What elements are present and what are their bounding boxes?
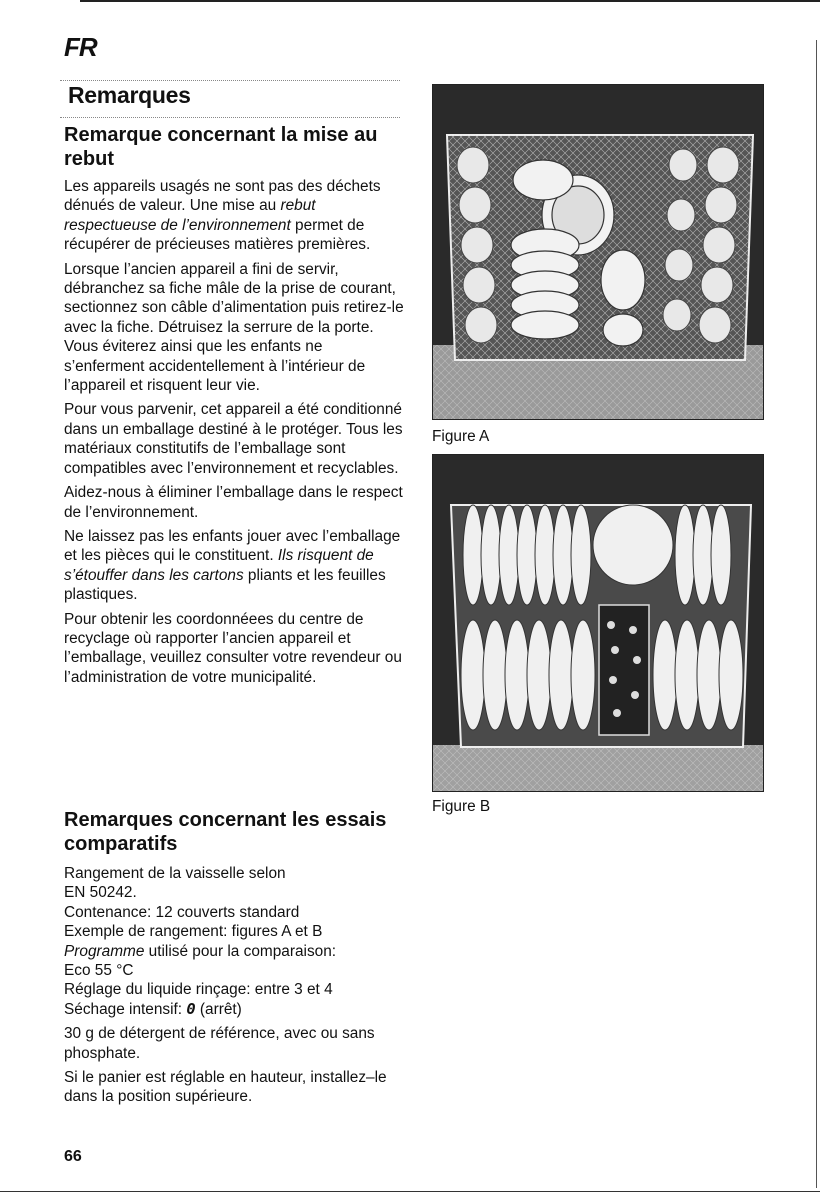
spec-line: Eco 55 °C <box>64 962 134 980</box>
disposal-paragraph-2: Lorsque l’ancien appareil a fini de servir, débranchez sa fiche mâle de la prise de courant, sectionnez son câble d’alimentation puis retirez-le avec la fiche. Détruisez la serrure de la porte. Vous éviterez ainsi que les enfants ne s’enferment accidentellement à l’intérieur de l’appareil et risquent leur vie. <box>64 260 404 395</box>
text-run: pliants et les feuilles plastiques. <box>64 566 386 604</box>
disposal-paragraph-5 <box>64 527 404 605</box>
top-rule <box>80 0 820 2</box>
figure-b-caption: Figure B <box>432 798 491 815</box>
text-run: Séchage intensif: <box>64 1000 187 1018</box>
figure-a-caption: Figure A <box>432 428 490 445</box>
spec-line: Réglage du liquide rinçage: entre 3 et 4 <box>64 981 333 999</box>
disposal-paragraph-6: Pour obtenir les coordonnéees du centre de recyclage où rapporter l’ancien appareil et l’emballage, veuillez consulter votre revendeur ou l’administration de votre municipalité. <box>64 610 402 686</box>
spec-paragraph: 30 g de détergent de référence, avec ou sans phosphate. <box>64 1025 375 1062</box>
page-number: 66 <box>64 1148 82 1165</box>
text-run: (arrêt) <box>195 1000 242 1018</box>
disposal-section <box>64 123 404 692</box>
lower-rack-illustration <box>433 455 763 791</box>
drying-symbol: 0 <box>186 999 196 1018</box>
spec-line: Exemple de rangement: figures A et B <box>64 923 323 941</box>
spec-line: EN 50242. <box>64 884 137 902</box>
bottom-rule <box>0 1191 820 1192</box>
spec-line: Contenance: 12 couverts standard <box>64 903 300 921</box>
comparative-heading: Remarques concernant les essais comparatifs <box>64 809 387 855</box>
text-run: utilisé pour la comparaison: <box>144 942 337 960</box>
emphasis-text: rebut respectueuse de l’environnement <box>64 197 316 234</box>
comparative-section <box>64 808 404 1112</box>
spec-paragraph: Si le panier est réglable en hauteur, installez–le dans la position supérieure. <box>64 1069 387 1106</box>
disposal-paragraph-4: Aidez-nous à éliminer l’emballage dans le respect de l’environnement. <box>64 484 403 521</box>
disposal-heading: Remarque concernant la mise au rebut <box>64 124 378 170</box>
spec-line <box>64 1000 404 1019</box>
disposal-paragraph-3: Pour vous parvenir, cet appareil a été conditionné dans un emballage destiné à le protéger. Tous les matériaux constitutifs de l’emballage sont compatibles avec l’environnement et recyclables. <box>64 401 403 477</box>
upper-rack-illustration <box>433 85 763 419</box>
text-run: Ne laissez pas les enfants jouer avec l’emballage et les pièces qui le constituent. <box>64 527 401 565</box>
section-header <box>60 80 400 120</box>
disposal-paragraph-1 <box>64 177 404 255</box>
language-code: FR <box>64 32 97 62</box>
text-run: permet de récupérer de précieuses matières premières. <box>64 216 371 254</box>
text-run: Les appareils usagés ne sont pas des déchets dénués de valeur. Une mise au <box>64 178 381 215</box>
spec-line <box>64 942 404 961</box>
spec-line: Rangement de la vaisselle selon <box>64 865 286 882</box>
emphasis-text: Ils risquent de s’étouffer dans les cartons <box>64 547 374 584</box>
right-margin-rule <box>816 40 817 1188</box>
section-title: Remarques <box>68 82 191 108</box>
figure-a-photo <box>432 84 764 420</box>
figure-b-photo <box>432 454 764 792</box>
emphasis-text: Programme <box>64 942 145 960</box>
